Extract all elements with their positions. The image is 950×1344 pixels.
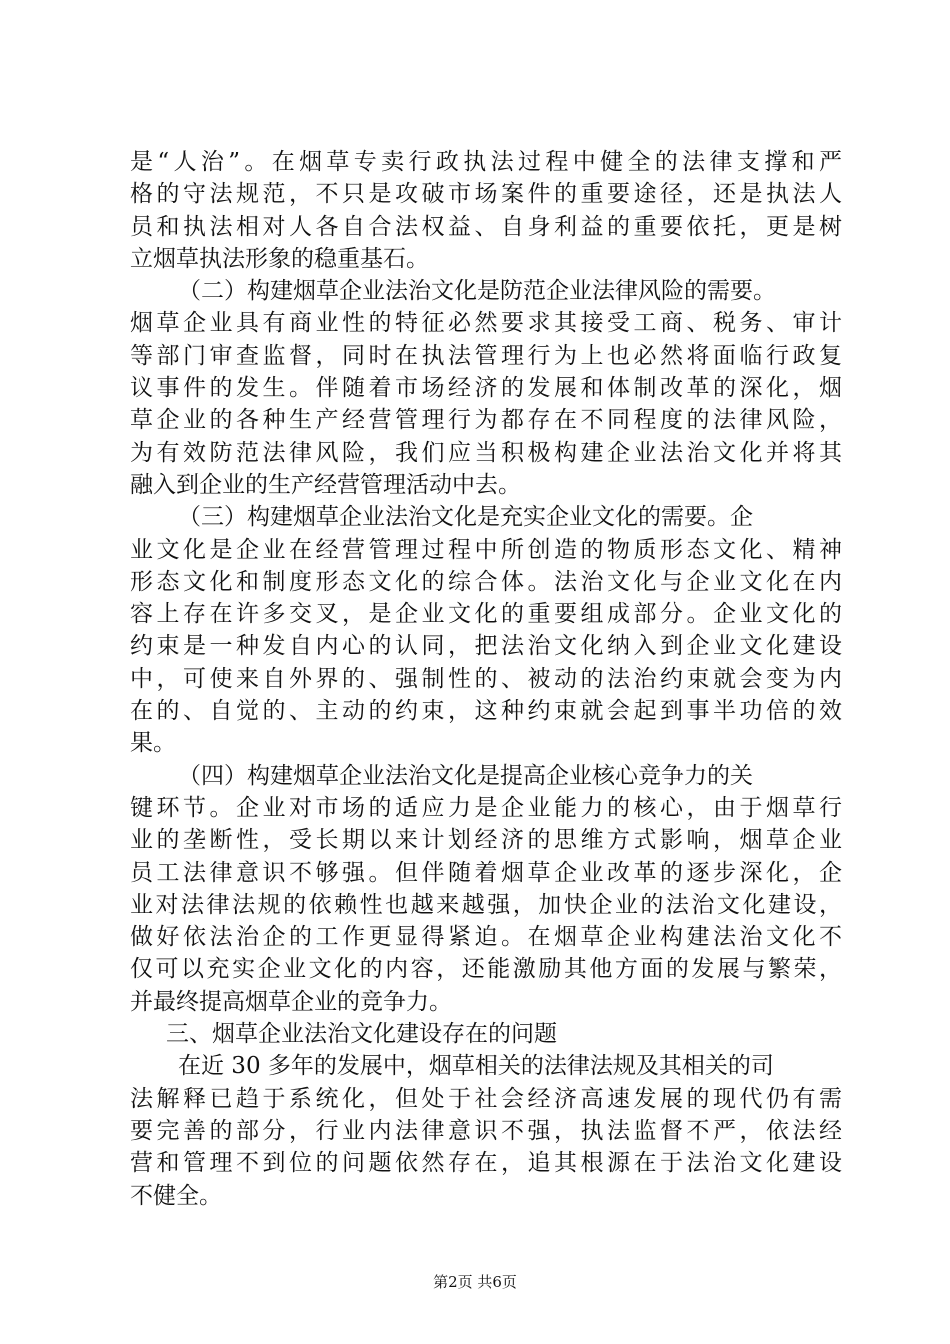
text-line: 并最终提高烟草企业的竞争力。	[130, 988, 452, 1015]
text-line: 中，可使来自外界的、强制性的、被动的法治约束就会变为内	[130, 665, 842, 692]
text-line: 业文化是企业在经营管理过程中所创造的物质形态文化、精神	[130, 536, 842, 563]
text-line: 业的垄断性，受长期以来计划经济的思维方式影响，烟草企业	[130, 827, 842, 854]
text-line: 员工法律意识不够强。但伴随着烟草企业改革的逐步深化，企	[130, 859, 842, 886]
text-line: 键环节。企业对市场的适应力是企业能力的核心，由于烟草行	[130, 794, 842, 821]
text-line: 员和执法相对人各自合法权益、自身利益的重要依托，更是树	[130, 213, 842, 240]
section-heading: 三、烟草企业法治文化建设存在的问题	[166, 1021, 557, 1048]
paragraph-heading: （二）构建烟草企业法治文化是防范企业法律风险的需要。	[178, 278, 776, 305]
paragraph-heading: （三）构建烟草企业法治文化是充实企业文化的需要。企	[178, 504, 753, 531]
text-line: 仅可以充实企业文化的内容，还能激励其他方面的发展与繁荣，	[130, 956, 842, 983]
text-line: 形态文化和制度形态文化的综合体。法治文化与企业文化在内	[130, 568, 842, 595]
text-line: 约束是一种发自内心的认同，把法治文化纳入到企业文化建设	[130, 633, 842, 660]
text-line: 要完善的部分，行业内法律意识不强，执法监督不严，依法经	[130, 1117, 842, 1144]
text-line: 业对法律法规的依赖性也越来越强，加快企业的法治文化建设，	[130, 891, 842, 918]
text-line: 做好依法治企的工作更显得紧迫。在烟草企业构建法治文化不	[130, 924, 842, 951]
text-line: 法解释已趋于系统化，但处于社会经济高速发展的现代仍有需	[130, 1085, 842, 1112]
text-line: 等部门审查监督，同时在执法管理行为上也必然将面临行政复	[130, 342, 842, 369]
text-line: 草企业的各种生产经营管理行为都存在不同程度的法律风险，	[130, 407, 842, 434]
text-line: 立烟草执法形象的稳重基石。	[130, 245, 429, 272]
text-line: 烟草企业具有商业性的特征必然要求其接受工商、税务、审计	[130, 310, 842, 337]
text-line: 融入到企业的生产经营管理活动中去。	[130, 471, 521, 498]
text-line: 容上存在许多交叉，是企业文化的重要组成部分。企业文化的	[130, 601, 842, 628]
text-line: 格的守法规范，不只是攻破市场案件的重要途径，还是执法人	[130, 181, 842, 208]
text-line: 营和管理不到位的问题依然存在，追其根源在于法治文化建设	[130, 1150, 842, 1177]
paragraph-heading: （四）构建烟草企业法治文化是提高企业核心竞争力的关	[178, 762, 753, 789]
body-text	[130, 146, 842, 1212]
text-line: 在近 30 多年的发展中，烟草相关的法律法规及其相关的司	[178, 1053, 774, 1080]
text-line: 是“人治”。在烟草专卖行政执法过程中健全的法律支撑和严	[130, 149, 842, 175]
text-line: 议事件的发生。伴随着市场经济的发展和体制改革的深化，烟	[130, 375, 842, 402]
text-line: 为有效防范法律风险，我们应当积极构建企业法治文化并将其	[130, 439, 842, 466]
page-number-footer: 第2页 共6页	[433, 1273, 517, 1291]
text-line: 不健全。	[130, 1182, 222, 1209]
text-line: 在的、自觉的、主动的约束，这种约束就会起到事半功倍的效	[130, 698, 842, 725]
text-line: 果。	[130, 730, 176, 757]
